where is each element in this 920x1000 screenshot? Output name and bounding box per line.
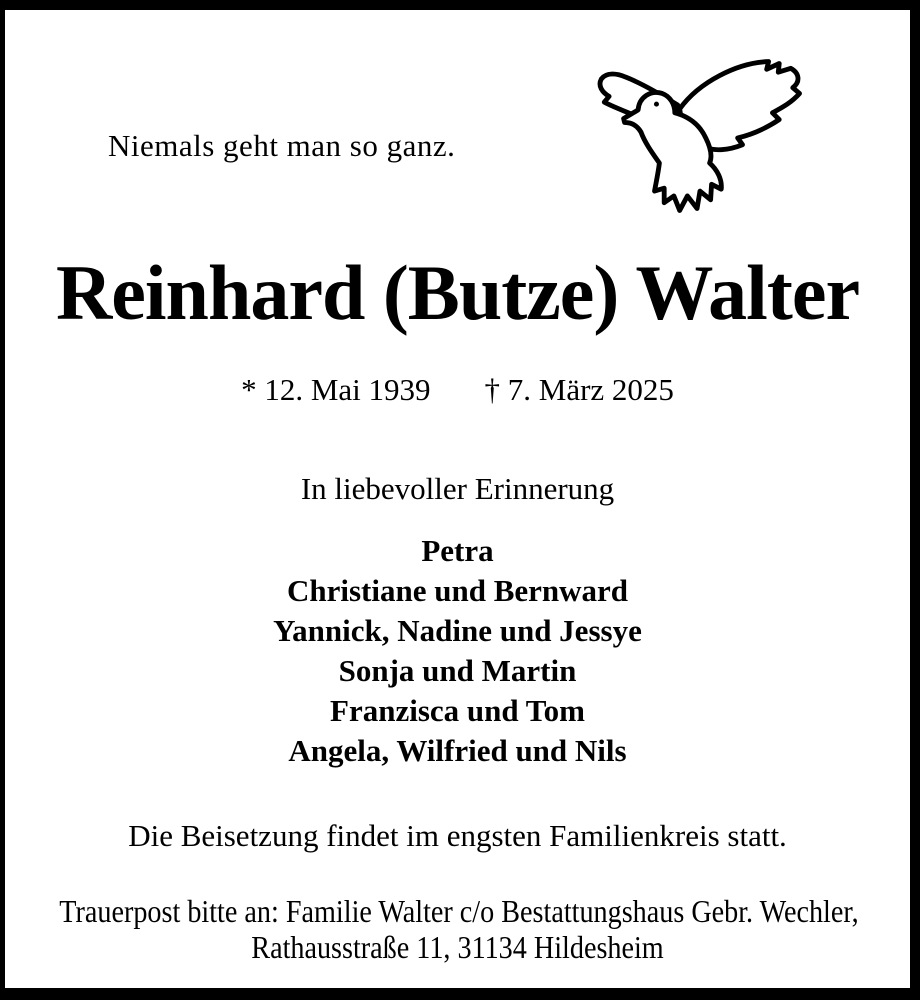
contact-line-1: Trauerpost bitte an: Familie Walter c/o Bestattungshaus Gebr. Wechler, (59, 893, 859, 929)
mourner-line: Angela, Wilfried und Nils (288, 733, 627, 768)
mourner-line: Christiane und Bernward (286, 573, 629, 608)
contact-address (59, 893, 859, 965)
death-date: † 7. März 2025 (484, 372, 674, 407)
dove-eye (654, 102, 659, 107)
mourners-list (5, 531, 910, 771)
contact-line-2: Rathausstraße 11, 31134 Hildesheim (251, 929, 664, 965)
dove-icon (583, 52, 815, 220)
life-dates (5, 372, 910, 408)
birth-date: * 12. Mai 1939 (241, 372, 431, 407)
funeral-note: Die Beisetzung findet im engsten Familienkreis statt. (128, 818, 787, 853)
deceased-name: Reinhard (Butze) Walter (55, 249, 860, 336)
mourner-line: Petra (421, 533, 494, 568)
memorial-line: In liebevoller Erinnerung (300, 471, 615, 506)
mourner-line: Franzisca und Tom (330, 693, 585, 728)
mourner-line: Sonja und Martin (338, 653, 577, 688)
mourner-line: Yannick, Nadine und Jessye (273, 613, 642, 648)
memorial-quote: Niemals geht man so ganz. (108, 128, 456, 163)
